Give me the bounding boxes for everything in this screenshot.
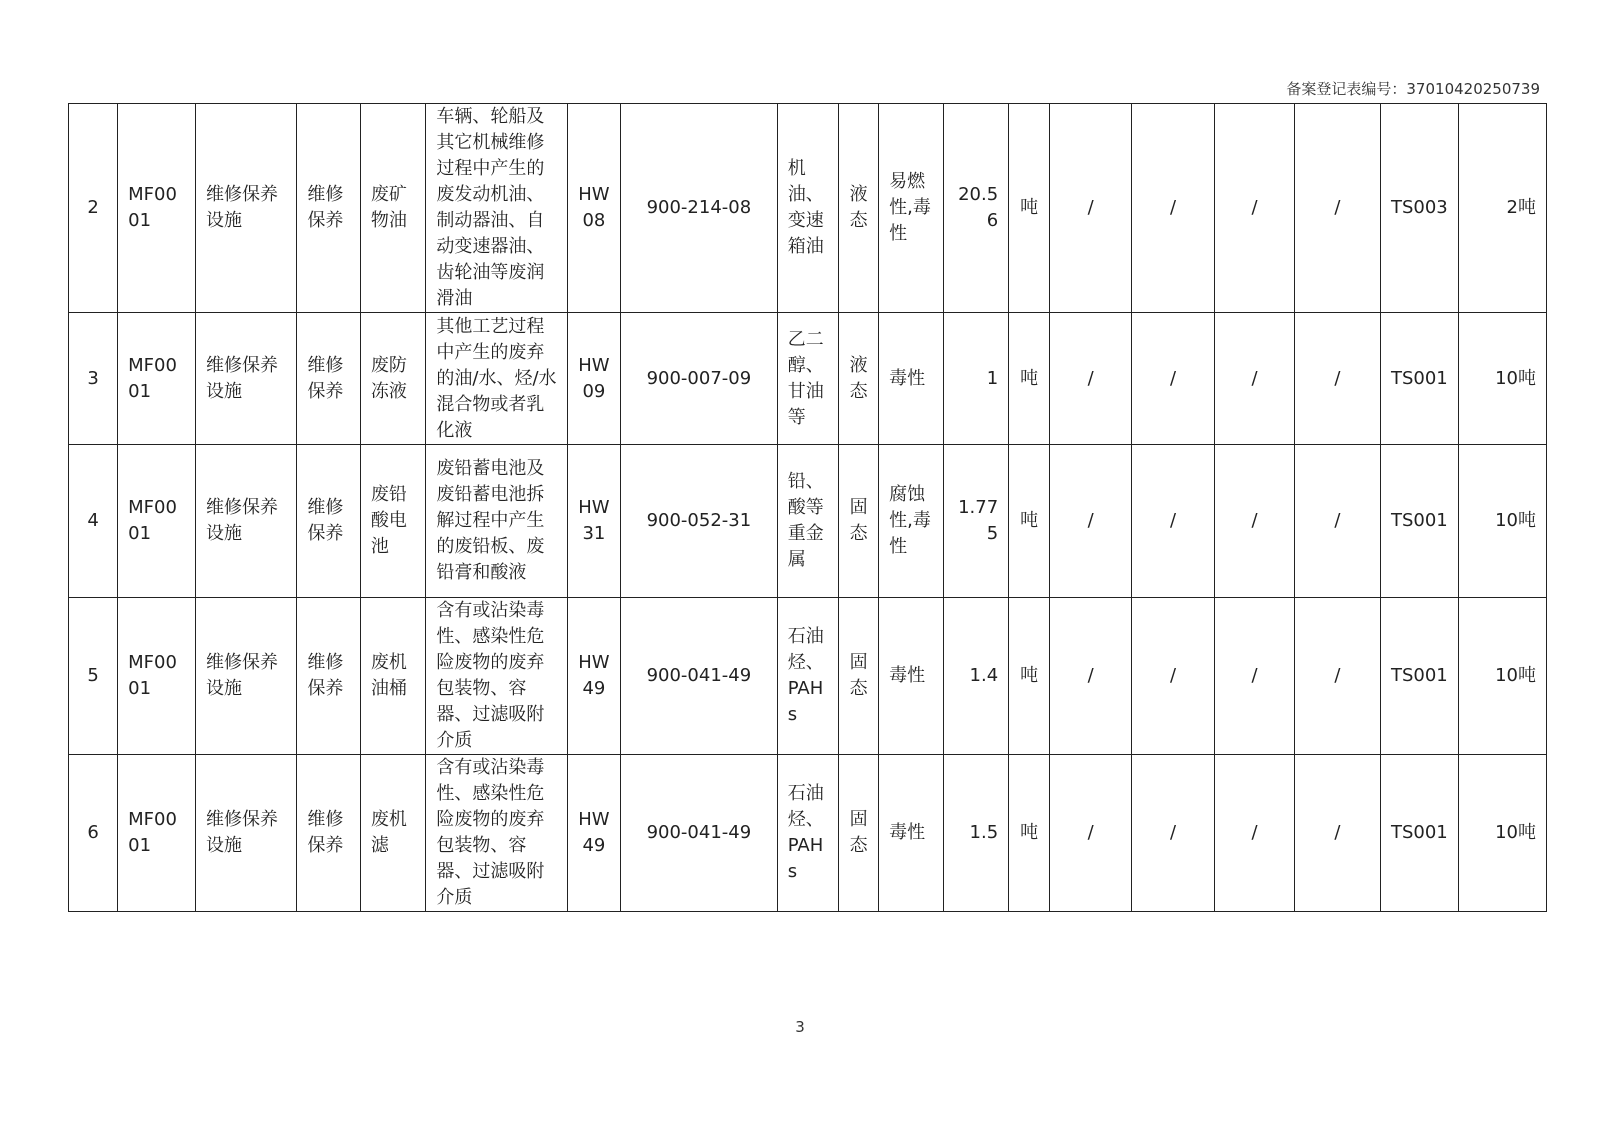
waste-category: HW31 [567,445,620,598]
hazard-property: 毒性 [879,598,944,755]
column-slash-3: / [1215,445,1295,598]
facility-code: MF0001 [118,755,196,912]
table-row [69,104,1547,313]
facility-name: 维修保养设施 [195,445,296,598]
annual-amount: 1.4 [943,598,1009,755]
column-slash-1: / [1050,445,1132,598]
table-row [69,755,1547,912]
hazardous-waste-table [68,103,1547,912]
facility-name: 维修保养设施 [195,598,296,755]
row-number: 4 [69,445,118,598]
column-slash-2: / [1132,445,1215,598]
hazard-property: 毒性 [879,313,944,445]
hazard-property: 易燃性,毒性 [879,104,944,313]
waste-source: 含有或沾染毒性、感染性危险废物的废弃包装物、容器、过滤吸附介质 [426,755,567,912]
column-slash-1: / [1050,755,1132,912]
waste-name: 废铅酸电池 [360,445,426,598]
storage-capacity: 10吨 [1458,755,1546,912]
waste-category: HW08 [567,104,620,313]
facility-name: 维修保养设施 [195,104,296,313]
waste-name: 废防冻液 [360,313,426,445]
column-slash-2: / [1132,313,1215,445]
waste-code: 900-041-49 [621,598,778,755]
hazard-property: 毒性 [879,755,944,912]
waste-code: 900-214-08 [621,104,778,313]
registration-number: 备案登记表编号：37010420250739 [1286,80,1540,98]
hazardous-components: 乙二醇、甘油等 [777,313,838,445]
annual-amount: 1.5 [943,755,1009,912]
physical-form: 固态 [839,598,879,755]
hazard-property: 腐蚀性,毒性 [879,445,944,598]
column-slash-2: / [1132,104,1215,313]
column-slash-1: / [1050,598,1132,755]
process-name: 维修保养 [297,104,361,313]
waste-category: HW09 [567,313,620,445]
storage-facility-code: TS001 [1380,313,1458,445]
table-row [69,313,1547,445]
unit: 吨 [1009,445,1050,598]
facility-name: 维修保养设施 [195,313,296,445]
column-slash-3: / [1215,104,1295,313]
annual-amount: 1.775 [943,445,1009,598]
storage-capacity: 10吨 [1458,445,1546,598]
facility-name: 维修保养设施 [195,755,296,912]
waste-category: HW49 [567,598,620,755]
column-slash-4: / [1294,104,1380,313]
storage-facility-code: TS001 [1380,598,1458,755]
process-name: 维修保养 [297,313,361,445]
storage-capacity: 2吨 [1458,104,1546,313]
storage-capacity: 10吨 [1458,598,1546,755]
waste-source: 车辆、轮船及其它机械维修过程中产生的废发动机油、制动器油、自动变速器油、齿轮油等废润滑油 [426,104,567,313]
process-name: 维修保养 [297,445,361,598]
row-number: 3 [69,313,118,445]
column-slash-4: / [1294,313,1380,445]
hazardous-components: 铅、酸等重金属 [777,445,838,598]
process-name: 维修保养 [297,598,361,755]
annual-amount: 20.56 [943,104,1009,313]
hazardous-components: 石油烃、PAHs [777,755,838,912]
page-number: 3 [795,1018,805,1036]
table-row [69,445,1547,598]
column-slash-4: / [1294,445,1380,598]
column-slash-4: / [1294,755,1380,912]
storage-facility-code: TS001 [1380,445,1458,598]
row-number: 5 [69,598,118,755]
waste-code: 900-052-31 [621,445,778,598]
table-row [69,598,1547,755]
unit: 吨 [1009,598,1050,755]
hazardous-components: 石油烃、PAHs [777,598,838,755]
storage-capacity: 10吨 [1458,313,1546,445]
waste-source: 含有或沾染毒性、感染性危险废物的废弃包装物、容器、过滤吸附介质 [426,598,567,755]
facility-code: MF0001 [118,104,196,313]
column-slash-1: / [1050,313,1132,445]
waste-name: 废机滤 [360,755,426,912]
facility-code: MF0001 [118,313,196,445]
physical-form: 固态 [839,445,879,598]
row-number: 6 [69,755,118,912]
waste-source: 废铅蓄电池及废铅蓄电池拆解过程中产生的废铅板、废铅膏和酸液 [426,445,567,598]
hazardous-components: 机油、变速箱油 [777,104,838,313]
waste-name: 废机油桶 [360,598,426,755]
annual-amount: 1 [943,313,1009,445]
storage-facility-code: TS001 [1380,755,1458,912]
physical-form: 液态 [839,313,879,445]
row-number: 2 [69,104,118,313]
waste-code: 900-041-49 [621,755,778,912]
column-slash-3: / [1215,755,1295,912]
unit: 吨 [1009,104,1050,313]
waste-category: HW49 [567,755,620,912]
column-slash-3: / [1215,313,1295,445]
unit: 吨 [1009,755,1050,912]
column-slash-2: / [1132,755,1215,912]
waste-source: 其他工艺过程中产生的废弃的油/水、烃/水混合物或者乳化液 [426,313,567,445]
storage-facility-code: TS003 [1380,104,1458,313]
waste-code: 900-007-09 [621,313,778,445]
column-slash-2: / [1132,598,1215,755]
process-name: 维修保养 [297,755,361,912]
waste-name: 废矿物油 [360,104,426,313]
column-slash-3: / [1215,598,1295,755]
facility-code: MF0001 [118,598,196,755]
physical-form: 固态 [839,755,879,912]
unit: 吨 [1009,313,1050,445]
physical-form: 液态 [839,104,879,313]
column-slash-4: / [1294,598,1380,755]
facility-code: MF0001 [118,445,196,598]
column-slash-1: / [1050,104,1132,313]
